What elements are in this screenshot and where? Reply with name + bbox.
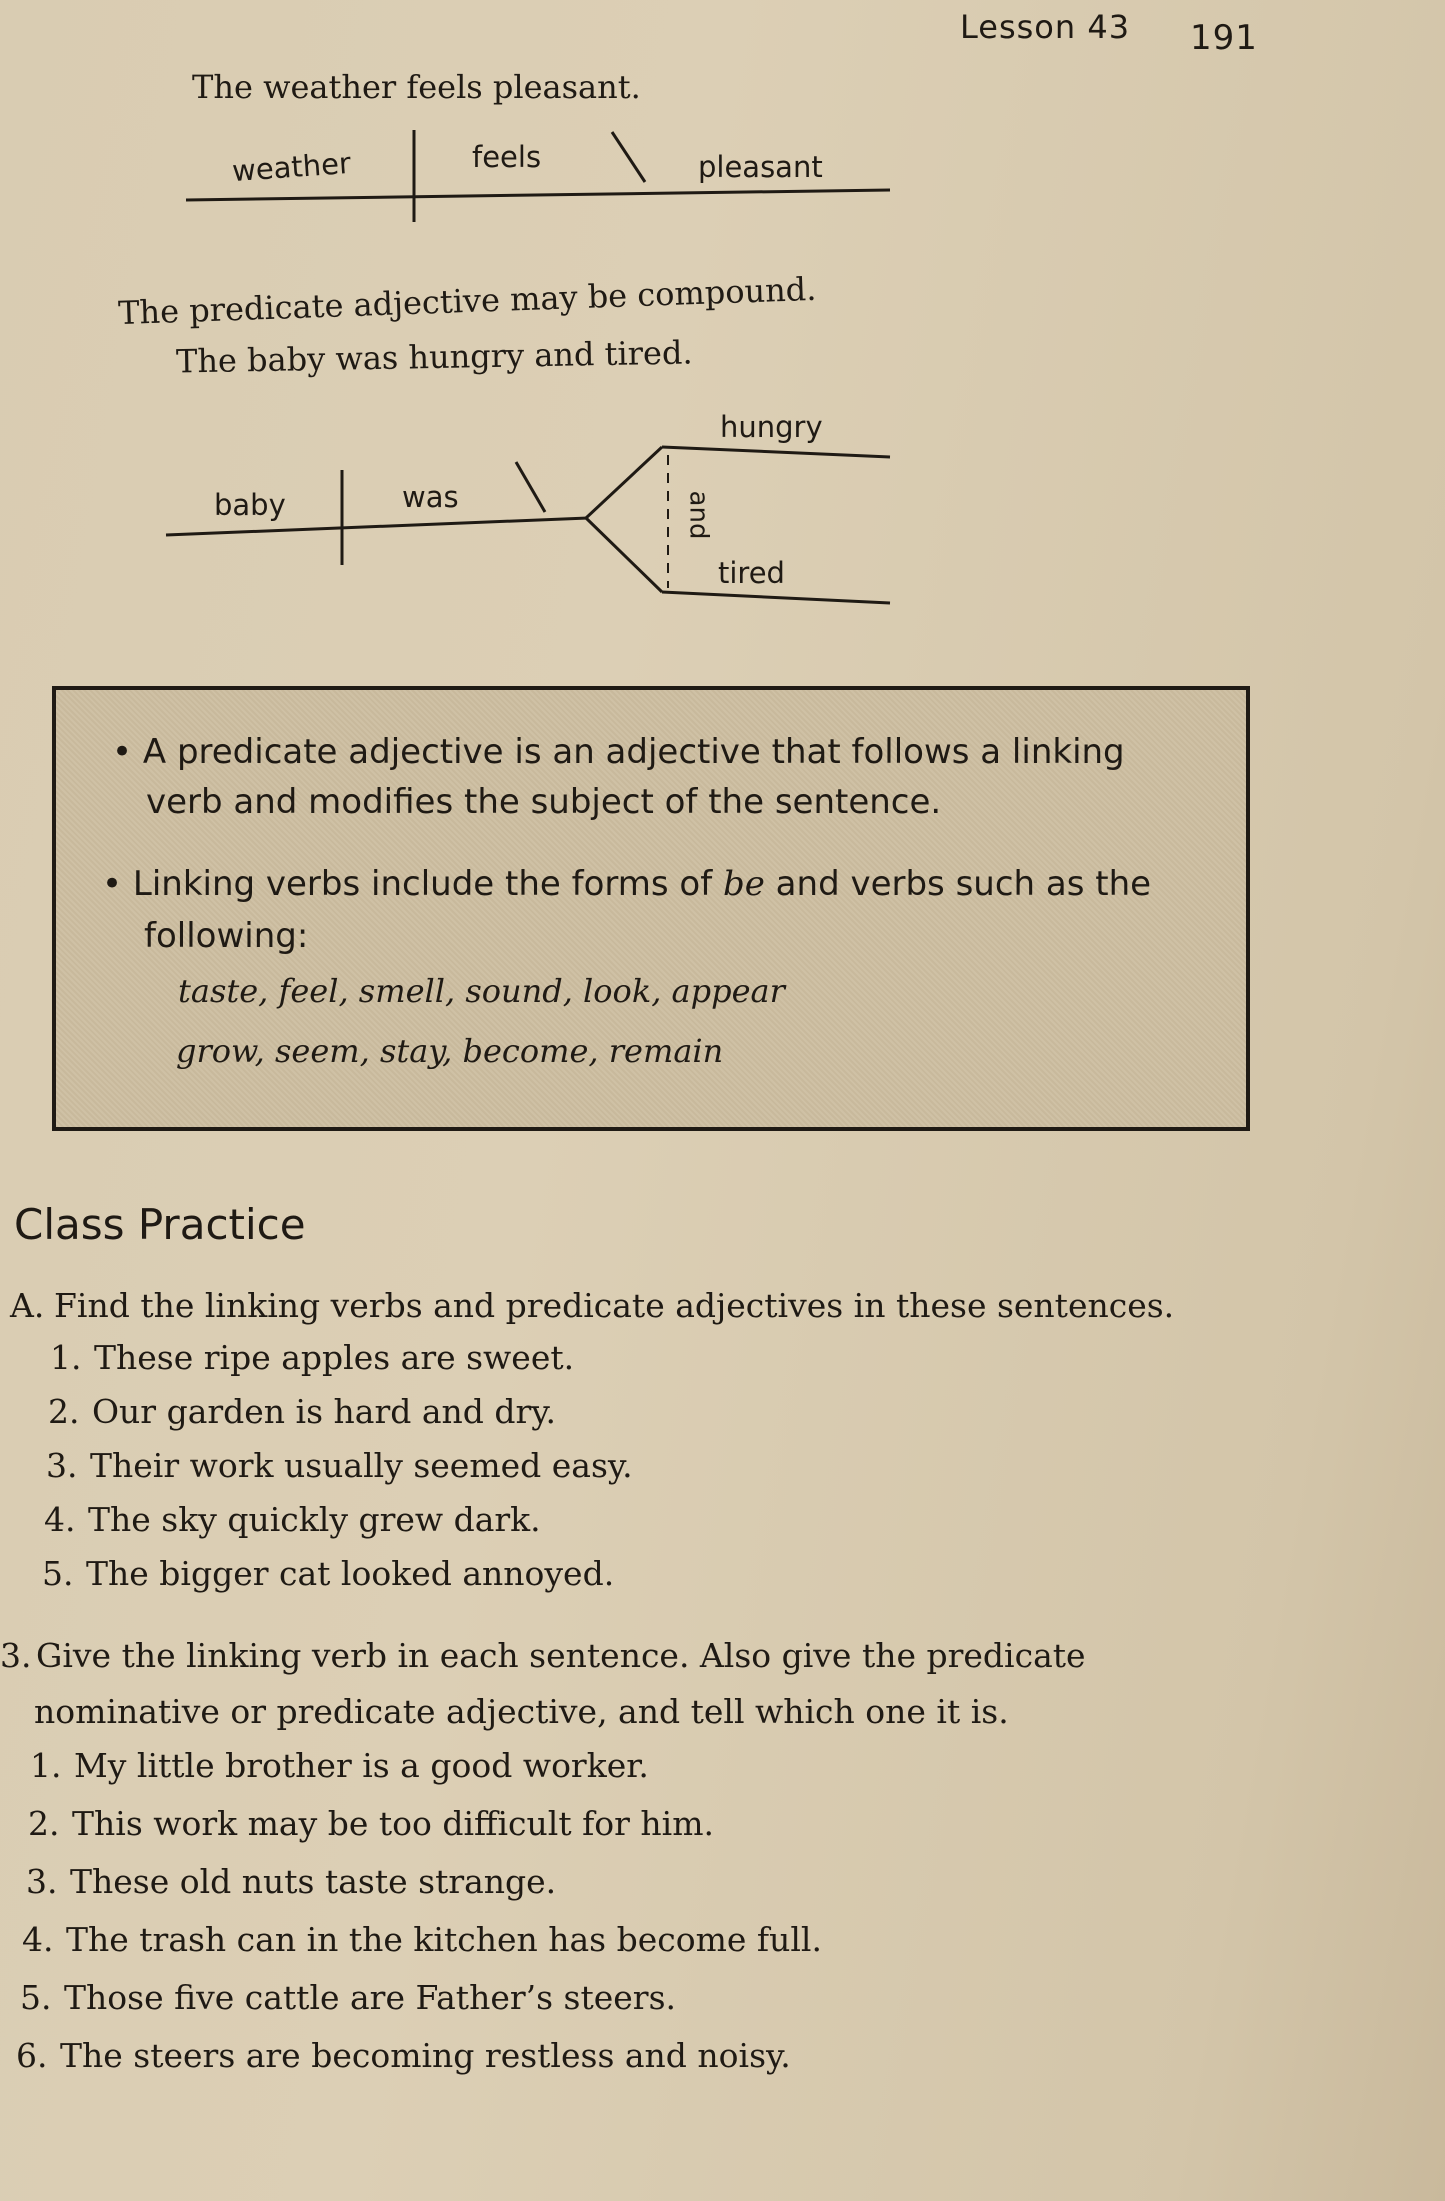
example2-intro: The predicate adjective may be compound.	[117, 269, 817, 333]
diagram2-verb: was	[402, 480, 459, 514]
diagram2-bottom-branch	[662, 592, 890, 603]
list-item: 6. The steers are becoming restless and noisy.	[16, 2036, 791, 2075]
rule-bullet-1: • A predicate adjective is an adjective that follows a linking	[112, 732, 1125, 772]
list-item: 5. Those five cattle are Father’s steers.	[20, 1978, 676, 2017]
linking-verbs-line1: taste, feel, smell, sound, look, appear	[178, 972, 785, 1010]
bullet-dot: •	[112, 732, 143, 772]
list-item: 1. My little brother is a good worker.	[30, 1746, 649, 1785]
diagram2-top-branch	[662, 447, 890, 457]
partA-letter: A.	[10, 1286, 45, 1325]
diagram1-adjective-slash	[612, 132, 645, 182]
diagram2-adjective-slash	[516, 462, 545, 512]
diagram2-conjunction: and	[683, 490, 714, 540]
diagram2-fork-bottom	[586, 518, 662, 592]
partB-instruction-line2: nominative or predicate adjective, and tell which one it is.	[34, 1692, 1009, 1731]
list-item: 3. Their work usually seemed easy.	[46, 1446, 633, 1485]
list-item: 4. The sky quickly grew dark.	[44, 1500, 541, 1539]
rule-bullet-2: • Linking verbs include the forms of be and verbs such as the	[102, 864, 1152, 904]
diagram1-adjective: pleasant	[698, 150, 823, 184]
linking-verbs-line2: grow, seem, stay, become, remain	[176, 1032, 724, 1070]
list-item: 2. This work may be too difficult for him.	[28, 1804, 715, 1843]
rule-bullet-1-line2: verb and modifies the subject of the sentence.	[146, 782, 942, 822]
diagram2-adjective-bottom: tired	[718, 556, 785, 590]
rule-box	[52, 686, 1250, 1131]
partA-instruction: A. Find the linking verbs and predicate adjectives in these sentences.	[10, 1286, 1175, 1325]
list-item: 1. These ripe apples are sweet.	[50, 1338, 575, 1377]
bullet-dot: •	[102, 864, 133, 904]
diagram1-verb: feels	[472, 140, 542, 174]
diagram1-baseline	[186, 190, 890, 200]
list-item: 4. The trash can in the kitchen has become full.	[22, 1920, 822, 1959]
partB-letter: 3.	[0, 1636, 32, 1675]
diagram2-subject: baby	[214, 488, 286, 522]
rule-bullet-2-line2: following:	[144, 916, 309, 956]
example1-sentence: The weather feels pleasant.	[192, 68, 641, 106]
list-item: 5. The bigger cat looked annoyed.	[42, 1554, 615, 1593]
class-practice-title: Class Practice	[14, 1200, 306, 1249]
lesson-label: Lesson 43	[960, 8, 1131, 46]
page-number: 191	[1190, 18, 1258, 58]
example2-sentence: The baby was hungry and tired.	[175, 333, 693, 381]
partB-instruction-line1: 3. Give the linking verb in each sentence. Also give the predicate	[0, 1636, 1086, 1675]
diagram1-subject: weather	[230, 145, 352, 189]
list-item: 2. Our garden is hard and dry.	[48, 1392, 557, 1431]
diagram2-adjective-top: hungry	[720, 410, 823, 444]
diagram2-fork-top	[586, 447, 662, 518]
list-item: 3. These old nuts taste strange.	[26, 1862, 557, 1901]
